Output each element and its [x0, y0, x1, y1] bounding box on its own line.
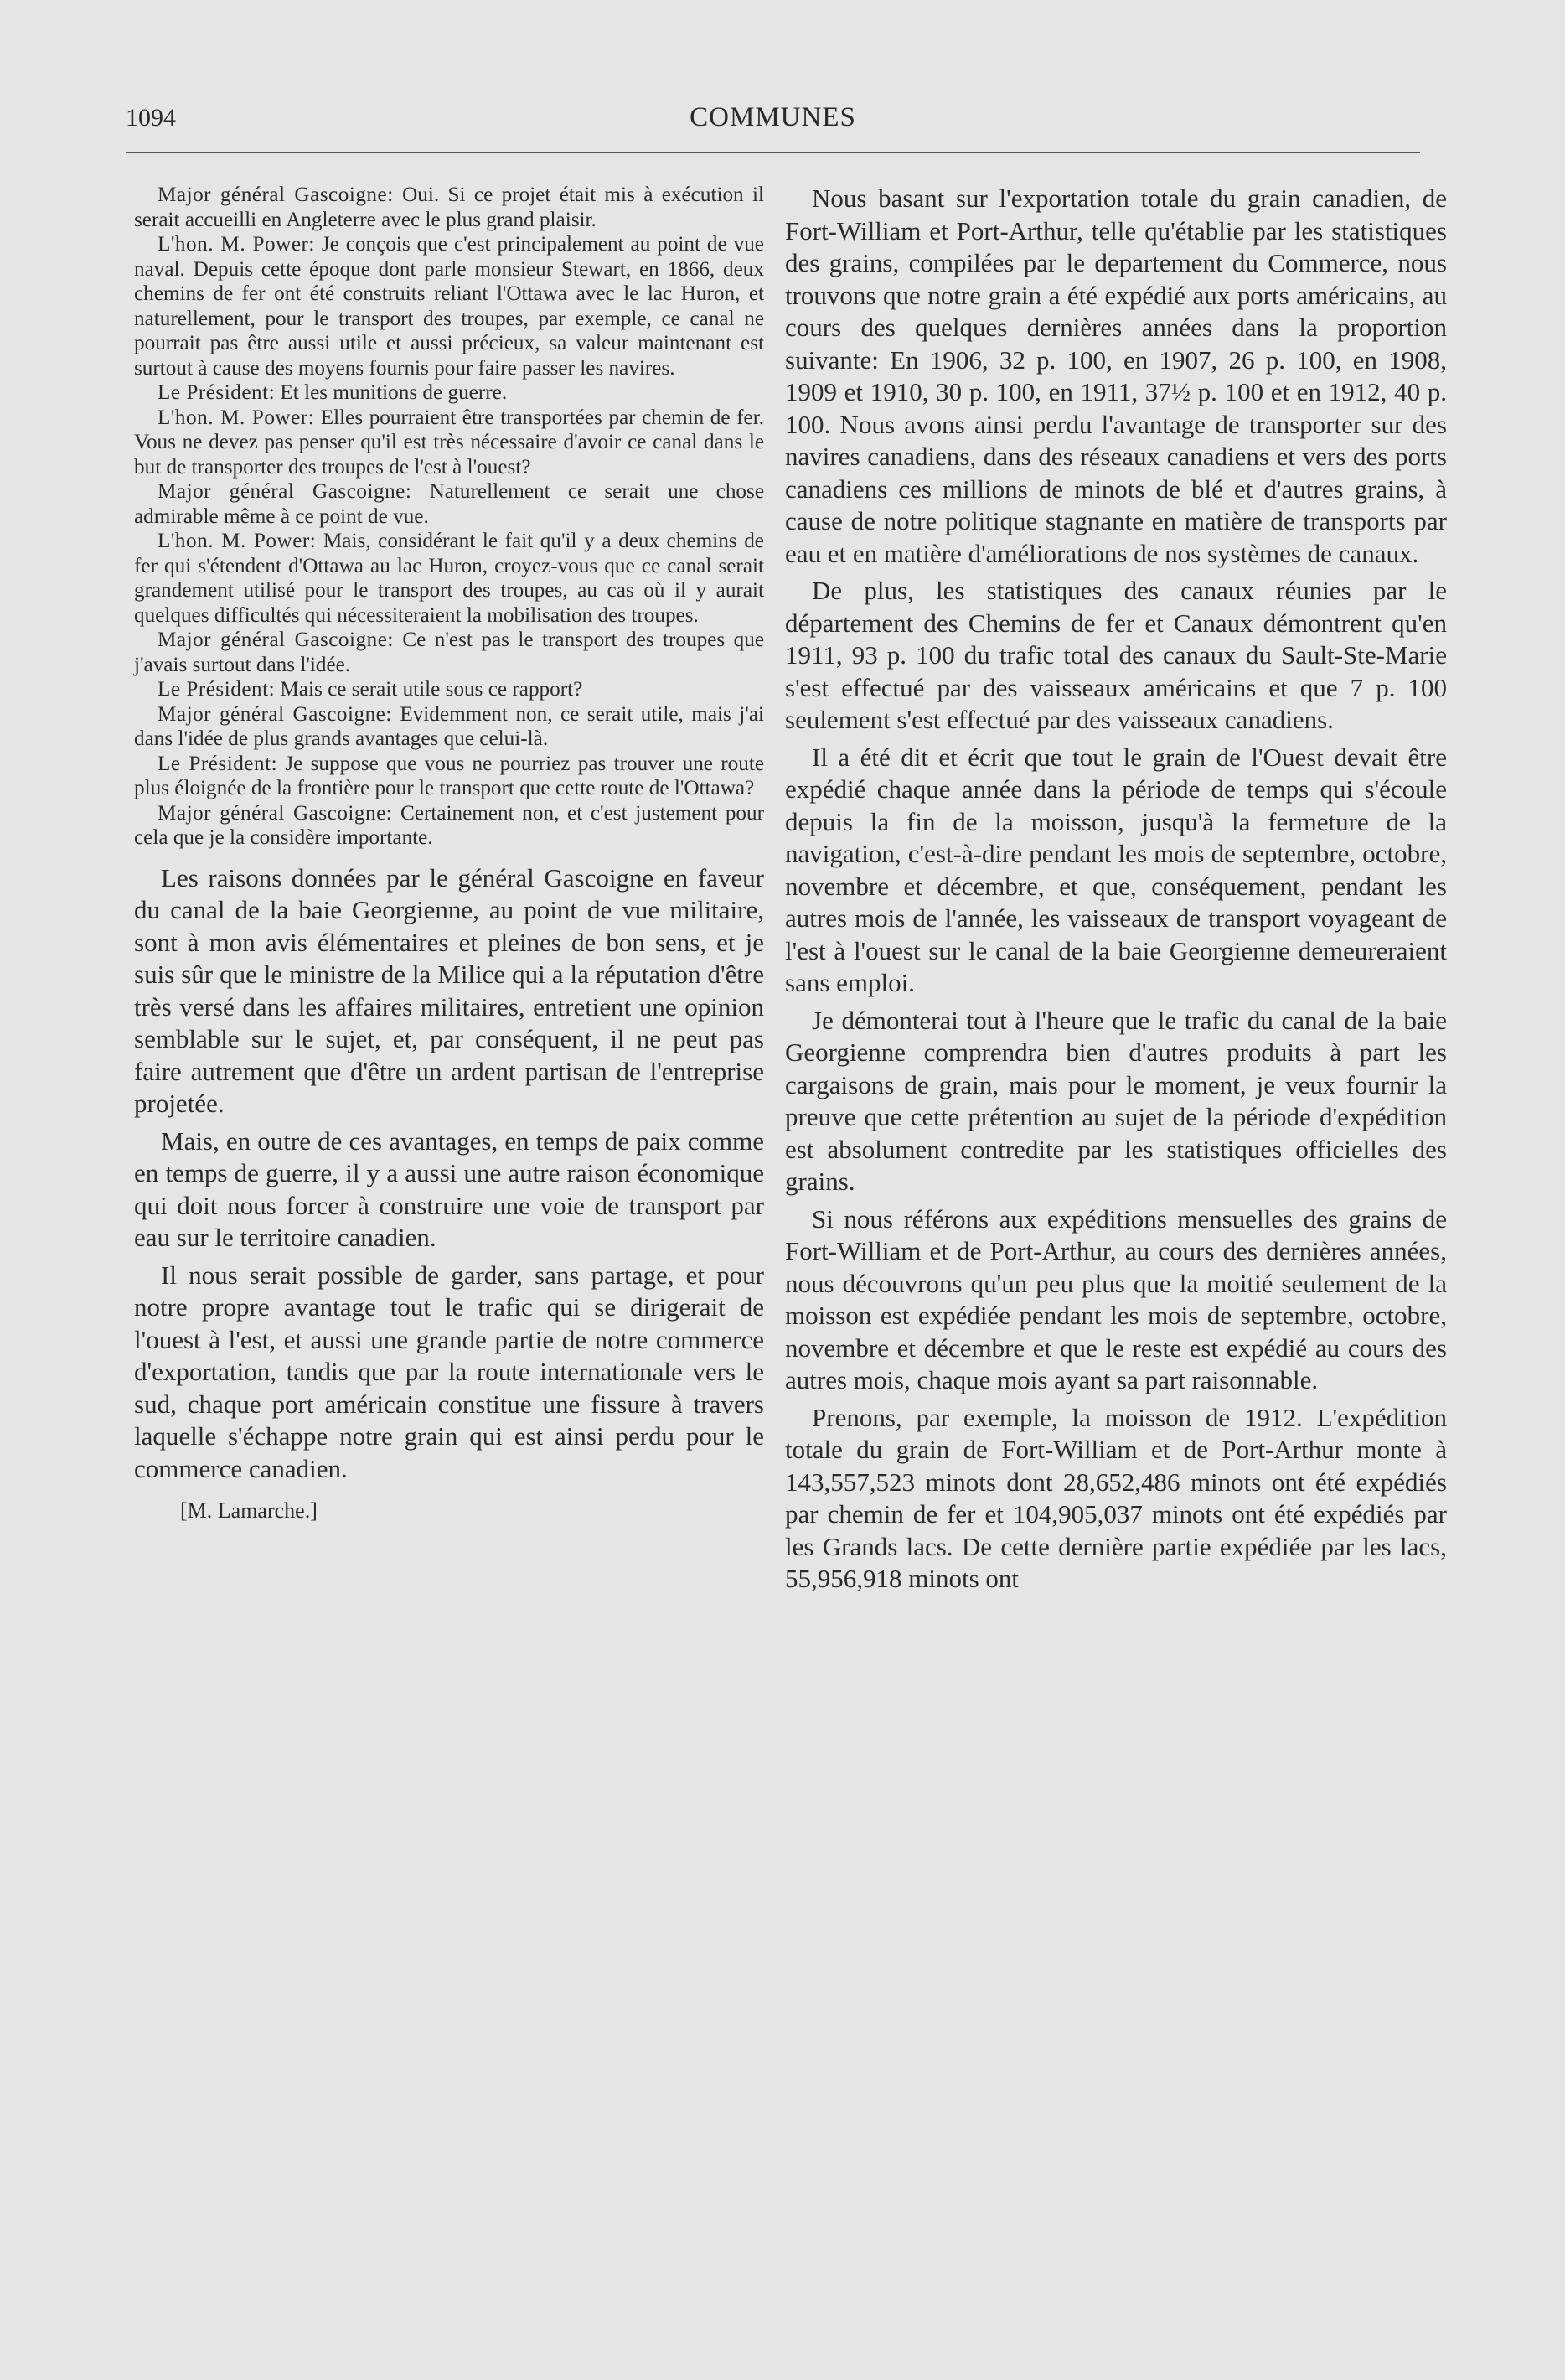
header-rule [126, 152, 1420, 153]
dialogue-text: Oui. Si ce projet était mis à exécution il serait accueilli en Angleterre avec le plus grand plaisir. [134, 184, 764, 231]
dialogue-line [134, 752, 764, 801]
page-number: 1094 [126, 104, 176, 132]
speaker: L'hon. M. Power: [158, 406, 315, 429]
dialogue-text: Naturellement ce serait une chose admirable même à ce point de vue. [134, 480, 765, 528]
dialogue-text: Mais, considérant le fait qu'il y a deux chemins de fer qui s'étendent d'Ottawa au lac Huron, croyez-vous que ce canal serait grandement utilisé pour le transport des troupes, au cas où il y aurait quelques difficultés qui nécessiteraient la mobilisation des troupes. [134, 530, 764, 627]
speaker: Le Président: [158, 381, 276, 404]
dialogue-line [134, 801, 764, 851]
dialogue-text: Ce n'est pas le transport des troupes que j'avais surtout dans l'idée. [134, 629, 765, 676]
paragraph: De plus, les statistiques des canaux réunies par le département des Chemins de fer et Canaux démontrent qu'en 1911, 93 p. 100 du trafic total des canaux du Sault-Ste-Marie s'est effectué par des vaisseaux américains et que 7 p. 100 seulement s'est effectué par des vaisseaux canadiens. [785, 576, 1447, 734]
dialogue-line [134, 677, 764, 702]
dialogue-text: Certainement non, et c'est justement pour cela que je la considère importante. [134, 801, 765, 849]
dialogue-line [134, 406, 764, 480]
testimony-excerpt [134, 183, 764, 851]
speaker: Le Président: [158, 678, 276, 701]
paragraph: Les raisons données par le général Gascoigne en faveur du canal de la baie Georgienne, au point de vue militaire, sont à mon avis élémentaires et pleines de bon sens, et je suis sûr que le ministre de la Milice qui a la réputation d'être très versé dans les affaires militaires, entretient une opinion semblable sur le sujet, et, par conséquent, il ne peut pas faire autrement que d'être un ardent partisan de l'entreprise projetée. [134, 862, 764, 1118]
paragraph: Je démonterai tout à l'heure que le trafic du canal de la baie Georgienne comprendra bien d'autres produits à part les cargaisons de grain, mais pour le moment, je veux fournir la preuve que cette prétention au sujet de la période d'expédition est absolument contredite par les statistiques officielles des grains. [785, 1005, 1447, 1196]
speaker: Major général Gascoigne: [158, 801, 393, 825]
speech-body-left [134, 862, 764, 1486]
dialogue-line [134, 479, 764, 529]
paragraph: Prenons, par exemple, la moisson de 1912. L'expédition totale du grain de Fort-William et de Port-Arthur monte à 143,557,523 minots dont 28,652,486 minots ont été expédiés par chemin de fer et 104,905,037 minots ont été expédiés par les Grands lacs. De cette dernière partie expédiée par les lacs, 55,956,918 minots ont [785, 1402, 1447, 1593]
paragraph: Il a été dit et écrit que tout le grain de l'Ouest devait être expédié chaque année dans la période de temps qui s'écoule depuis la fin de la moisson, jusqu'à la fermeture de la navigation, c'est-à-dire pendant les mois de septembre, octobre, novembre et décembre, et que, conséquement, pendant les autres mois de l'année, les vaisseaux de transport voyageant de l'est à l'ouest sur le canal de la baie Georgienne demeureraient sans emploi. [785, 742, 1447, 997]
dialogue-text: Evidemment non, ce serait utile, mais j'ai dans l'idée de plus grands avantages que celui-là. [134, 702, 764, 750]
dialogue-line [134, 628, 764, 677]
dialogue-line [134, 380, 764, 406]
speaker: Major général Gascoigne: [158, 480, 412, 503]
dialogue-text: Mais ce serait utile sous ce rapport? [280, 678, 583, 701]
speaker: L'hon. M. Power: [158, 530, 317, 552]
left-column [134, 183, 764, 1524]
speaker: Major général Gascoigne: [158, 184, 394, 206]
paragraph: Il nous serait possible de garder, sans partage, et pour notre propre avantage tout le trafic qui se dirigerait de l'ouest à l'est, et aussi une grande partie de notre commerce d'exportation, tandis que par la route internationale vers le sud, chaque port américain constitue une fissure à travers laquelle s'échappe notre grain qui est ainsi perdu pour le commerce canadien. [134, 1260, 764, 1483]
speaker: Le Président: [158, 752, 278, 775]
speaker: L'hon. M. Power: [158, 233, 315, 256]
speaker-signature: [M. Lamarche.] [180, 1498, 318, 1523]
dialogue-line [134, 529, 764, 628]
dialogue-text: Je suppose que vous ne pourriez pas trouver une route plus éloignée de la frontière pour le transport que cette route de l'Ottawa? [134, 752, 764, 799]
paragraph: Nous basant sur l'exportation totale du grain canadien, de Fort-William et Port-Arthur, telle qu'établie par les statistiques des grains, compilées par le departement du Commerce, nous trouvons que notre grain a été expédié aux ports américains, au cours des quelques dernières années dans la proportion suivante: En 1906, 32 p. 100, en 1907, 26 p. 100, en 1908, 1909 et 1910, 30 p. 100, en 1911, 37½ p. 100 et en 1912, 40 p. 100. Nous avons ainsi perdu l'avantage de transporter sur des navires canadiens, dans des réseaux canadiens et vers des ports canadiens ces millions de minots de blé et d'autres grains, à cause de notre politique stagnante en matière de transports par eau et en matière d'améliorations de nos systèmes de canaux. [785, 184, 1447, 568]
paragraph: Mais, en outre de ces avantages, en temps de paix comme en temps de guerre, il y a aussi une autre raison économique qui doit nous forcer à construire une voie de transport par eau sur le territoire canadien. [134, 1125, 764, 1252]
speech-body-right [785, 183, 1447, 1596]
dialogue-line [134, 183, 764, 232]
page-header [126, 94, 1420, 144]
speaker: Major général Gascoigne: [158, 702, 392, 726]
running-title: COMMUNES [690, 102, 856, 132]
dialogue-line [134, 702, 764, 752]
dialogue-text: Je conçois que c'est principalement au point de vue naval. Depuis cette époque dont parle monsieur Stewart, en 1866, deux chemins de fer ont été construits reliant l'Ottawa avec le lac Huron, et naturellement, pour le transport des troupes, par exemple, ce canal ne pourrait pas être aussi utile et aussi précieux, sa valeur maintenant est surtout à cause des moyens fournis pour faire passer les navires. [134, 233, 764, 380]
dialogue-text: Elles pourraient être transportées par chemin de fer. Vous ne devez pas penser qu'il est très nécessaire d'avoir ce canal dans le but de transporter des troupes de l'est à l'ouest? [134, 406, 764, 479]
dialogue-text: Et les munitions de guerre. [280, 381, 508, 404]
dialogue-line [134, 232, 764, 380]
speaker: Major général Gascoigne: [158, 629, 394, 651]
paragraph: Si nous référons aux expéditions mensuelles des grains de Fort-William et de Port-Arthur, au cours des dernières années, nous découvrons qu'un peu plus que la moitié seulement de la moisson est expédiée pendant les mois de septembre, octobre, novembre et décembre et que le reste est expédié au cours des autres mois, chaque mois ayant sa part raisonnable. [785, 1203, 1447, 1394]
right-column [785, 183, 1447, 1601]
